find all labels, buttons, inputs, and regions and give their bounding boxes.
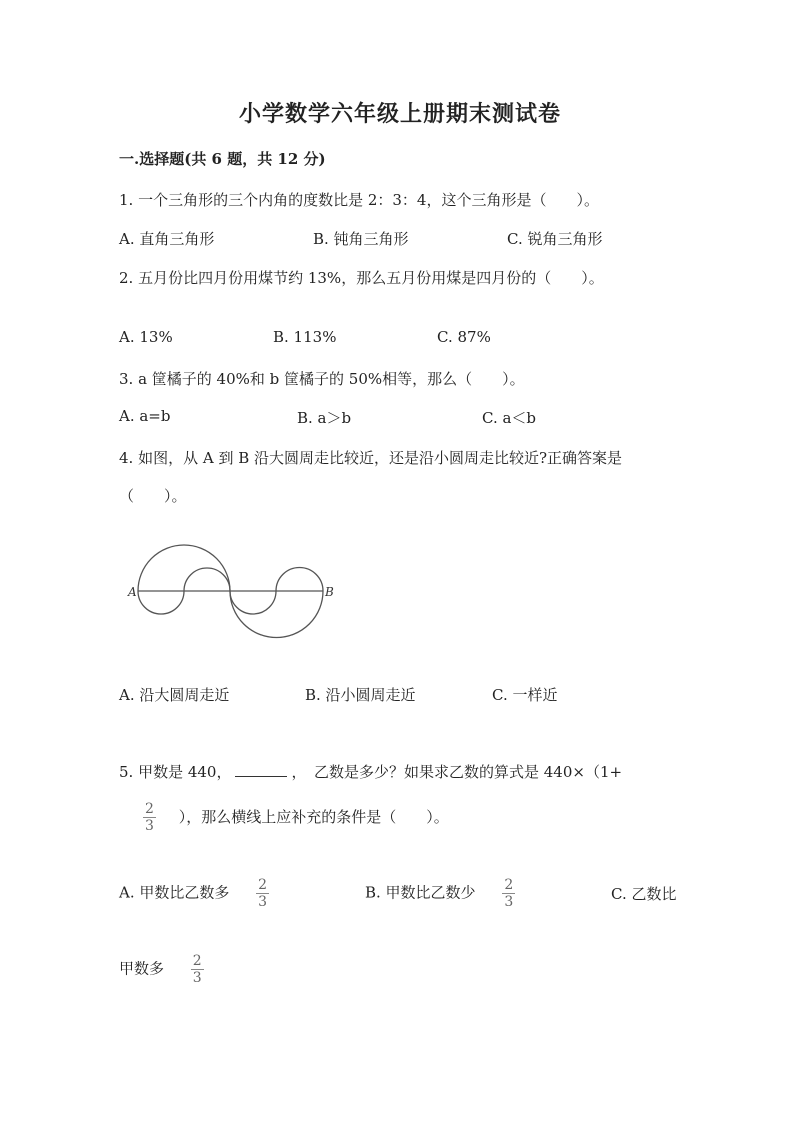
fraction-numerator: 2	[192, 953, 202, 969]
question-5-stem-part3: ），那么横线上应补充的条件是（ ）。	[178, 807, 449, 826]
fraction-two-thirds	[143, 801, 156, 834]
page-title: 小学数学六年级上册期末测试卷	[238, 101, 561, 127]
question-1-option-c[interactable]: C. 锐角三角形	[507, 230, 603, 248]
question-3-option-b[interactable]: B. a＞b	[297, 409, 352, 427]
question-5-stem-part2: ， 乙数是多少？如果求乙数的算式是 440×（1+	[291, 763, 623, 781]
small-arc-4	[276, 568, 323, 592]
question-4-stem-line2: （ ）。	[119, 487, 187, 505]
fraction-numerator: 2	[145, 801, 154, 817]
question-4-option-c[interactable]: C. 一样近	[492, 686, 558, 704]
question-5-option-a[interactable]	[119, 877, 269, 910]
question-4-option-b[interactable]: B. 沿小圆周走近	[305, 686, 416, 704]
section-heading: 一.选择题(共 6 题，共 12 分)	[119, 150, 326, 168]
question-4-option-a[interactable]: A. 沿大圆周走近	[119, 686, 230, 704]
fraction-denominator: 3	[504, 894, 514, 910]
fraction-denominator: 3	[192, 970, 202, 986]
small-arc-3	[230, 591, 276, 614]
small-arc-2	[184, 568, 230, 591]
question-2-stem: 2. 五月份比四月份用煤节约 13%，那么五月份用煤是四月份的（ ）。	[119, 269, 604, 287]
fraction-numerator: 2	[258, 877, 268, 893]
question-5-option-b[interactable]	[365, 877, 515, 910]
answer-blank[interactable]	[235, 762, 287, 777]
point-a-label: A	[128, 585, 137, 599]
question-1-option-a[interactable]: A. 直角三角形	[119, 230, 215, 248]
circle-path-figure	[118, 535, 348, 645]
question-5-option-a-text: A. 甲数比乙数多	[119, 883, 230, 902]
question-5-option-b-text: B. 甲数比乙数少	[365, 883, 476, 902]
fraction-denominator: 3	[145, 818, 154, 834]
question-5-option-c-text: 甲数多	[119, 959, 165, 978]
question-4-stem-line1: 4. 如图，从 A 到 B 沿大圆周走比较近，还是沿小圆周走比较近?正确答案是	[119, 449, 623, 467]
fraction-two-thirds	[256, 877, 269, 910]
question-5-stem-line1	[119, 761, 622, 782]
fraction-denominator: 3	[258, 894, 268, 910]
point-b-label: B	[325, 585, 334, 599]
question-5-stem-part1: 5. 甲数是 440，	[119, 763, 232, 781]
large-arc-top	[138, 545, 230, 591]
small-arc-1	[138, 591, 184, 614]
question-3-option-c[interactable]: C. a＜b	[482, 409, 537, 427]
question-2-option-a[interactable]: A. 13%	[119, 328, 173, 346]
question-5-option-c[interactable]: C. 乙数比	[611, 885, 677, 903]
fraction-two-thirds	[502, 877, 515, 910]
question-2-option-b[interactable]: B. 113%	[273, 328, 337, 346]
question-3-option-a[interactable]: A. a=b	[119, 407, 171, 425]
question-5-stem-line2	[143, 801, 449, 834]
question-1-stem: 1. 一个三角形的三个内角的度数比是 2：3：4，这个三角形是（ ）。	[119, 191, 599, 209]
question-1-option-b[interactable]: B. 钝角三角形	[313, 230, 409, 248]
question-5-option-c-continued[interactable]	[119, 953, 204, 986]
question-2-option-c[interactable]: C. 87%	[437, 328, 491, 346]
question-3-stem: 3. a 筐橘子的 40%和 b 筐橘子的 50%相等，那么（ ）。	[119, 370, 525, 388]
fraction-two-thirds	[191, 953, 204, 986]
fraction-numerator: 2	[504, 877, 514, 893]
large-arc-bottom	[230, 591, 323, 638]
